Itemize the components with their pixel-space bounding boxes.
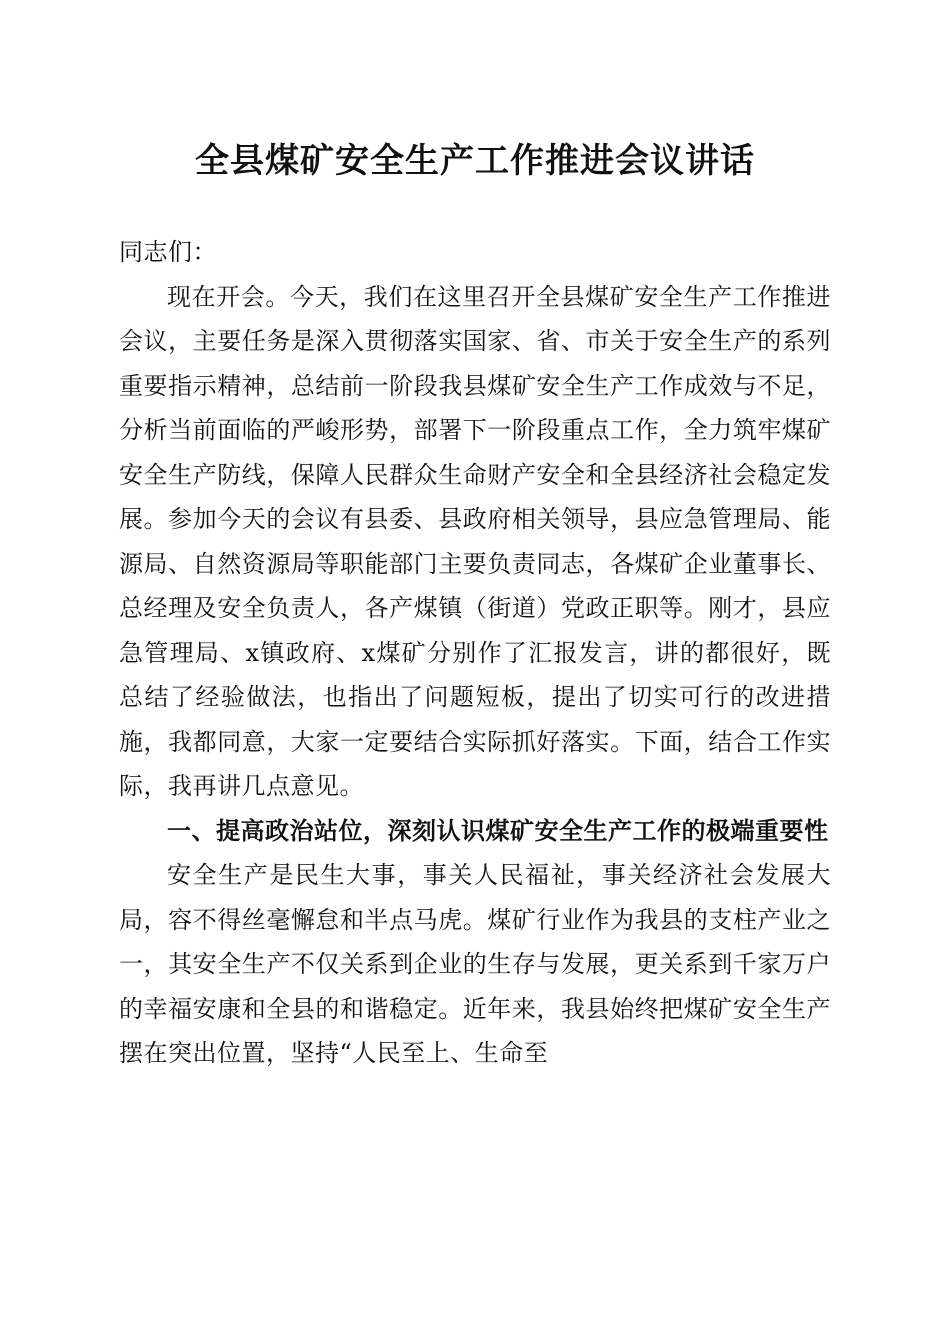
document-body — [119, 230, 831, 1076]
salutation: 同志们： — [119, 238, 217, 266]
section-heading: 一、提高政治站位，深刻认识煤矿安全生产工作的极端重要性 — [167, 816, 829, 845]
document-title: 全县煤矿安全生产工作推进会议讲话 — [195, 141, 755, 181]
body-paragraph: 安全生产是民生大事，事关人民福祉，事关经济社会发展大局，容不得丝毫懈怠和半点马虎。煤矿行业作为我县的支柱产业之一，其安全生产不仅关系到企业的生存与发展，更关系到千家万户的幸福安康和全县的和谐稳定。近年来，我县始终把煤矿安全生产摆在突出位置，坚持“人民至上、生命至 — [119, 861, 831, 1067]
opening-paragraph: 现在开会。今天，我们在这里召开全县煤矿安全生产工作推进会议，主要任务是深入贯彻落实国家、省、市关于安全生产的系列重要指示精神，总结前一阶段我县煤矿安全生产工作成效与不足，分析当前面临的严峻形势，部署下一阶段重点工作，全力筑牢煤矿安全生产防线，保障人民群众生命财产安全和全县经济社会稳定发展。参加今天的会议有县委、县政府相关领导，县应急管理局、能源局、自然资源局等职能部门主要负责同志，各煤矿企业董事长、总经理及安全负责人，各产煤镇（街道）党政正职等。刚才，县应急管理局、x镇政府、x煤矿分别作了汇报发言，讲的都很好，既总结了经验做法，也指出了问题短板，提出了切实可行的改进措施，我都同意，大家一定要结合实际抓好落实。下面，结合工作实际，我再讲几点意见。 — [119, 282, 831, 800]
